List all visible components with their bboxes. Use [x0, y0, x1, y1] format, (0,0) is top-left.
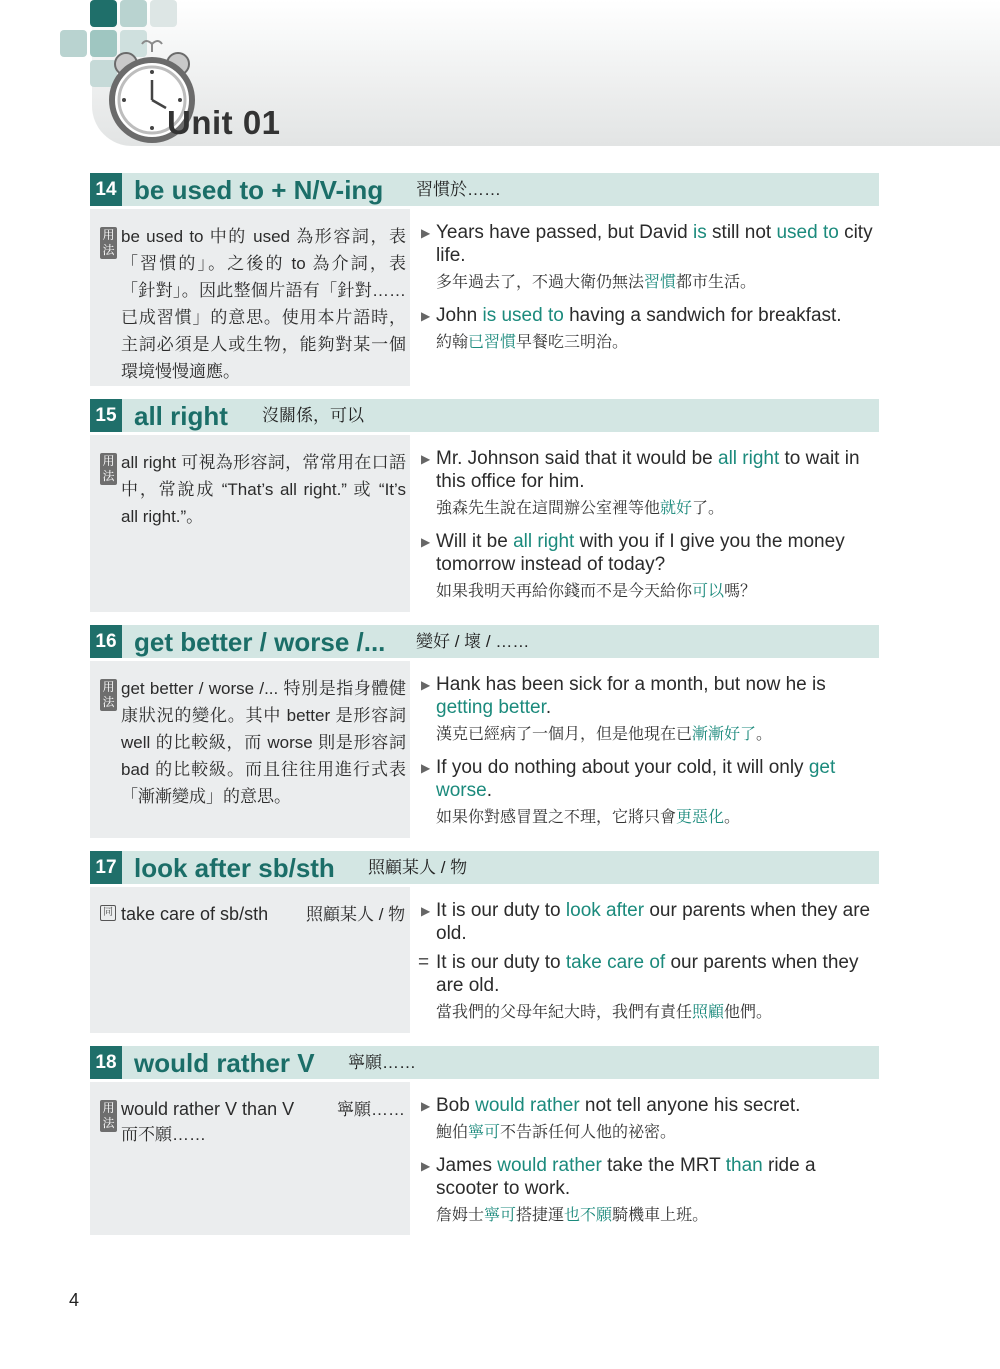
- entry-header: [90, 625, 879, 658]
- example: [418, 951, 876, 1024]
- usage-panel: [90, 209, 410, 386]
- page-number: 4: [69, 1290, 80, 1310]
- examples: [418, 899, 876, 1024]
- example-en: ▶ It is our duty to look after our parents when they are old.: [421, 900, 871, 944]
- equals-sign: =: [418, 952, 430, 973]
- entry-phrase: would rather V: [134, 1048, 315, 1078]
- entry-number: 18: [90, 1046, 122, 1079]
- example-zh: 詹姆士寧可搭捷運也不願騎機車上班。: [436, 1207, 709, 1224]
- usage-tag: 用法: [100, 227, 117, 259]
- entry-18: [90, 1046, 879, 1224]
- usage-text: all right 可視為形容詞，常常用在口語中，常說成 “That’s all right.” 或 “It’s all right.”。: [121, 453, 406, 526]
- entry-meaning: 變好 / 壞 / ……: [416, 632, 530, 651]
- entry-meaning: 寧願……: [348, 1053, 416, 1072]
- entry-header: [90, 399, 879, 432]
- example-zh: 當我們的父母年紀大時，我們有責任照顧他們。: [436, 1004, 773, 1021]
- example-zh: 多年過去了，不過大衛仍無法習慣都市生活。: [436, 274, 757, 291]
- example-zh: 如果你對感冒置之不理，它將只會更惡化。: [436, 809, 741, 826]
- entry-number: 14: [90, 173, 122, 206]
- synonym-phrase: take care of sb/sth: [121, 904, 269, 924]
- decor-square: [150, 0, 177, 27]
- example-en: ▶ Years have passed, but David is still not used to city life.: [421, 222, 873, 266]
- entry-number: 17: [90, 851, 122, 884]
- synonym-meaning: 照顧某人 / 物: [306, 905, 406, 924]
- bullet-icon: ▶: [421, 761, 431, 775]
- example-zh: 鮑伯寧可不告訴任何人他的祕密。: [436, 1124, 677, 1141]
- usage-panel: [90, 661, 410, 838]
- usage-tag: 用法: [100, 1100, 117, 1132]
- unit-title: Unit 01: [167, 104, 281, 141]
- example-en: = It is our duty to take care of our parents when they are old.: [418, 952, 859, 996]
- example: [421, 304, 876, 354]
- usage-tag: 用法: [100, 679, 117, 711]
- bullet-icon: ▶: [421, 309, 431, 323]
- example: [421, 756, 876, 829]
- entry-header: [90, 1046, 879, 1079]
- example-en: ▶ James would rather take the MRT than ride a scooter to work.: [421, 1155, 816, 1199]
- bullet-icon: ▶: [421, 1099, 431, 1113]
- example-zh: 約翰已習慣早餐吃三明治。: [436, 334, 629, 351]
- entry-15: [90, 399, 879, 600]
- example: [421, 1094, 876, 1144]
- decor-square: [90, 0, 117, 27]
- entry-header: [90, 851, 879, 884]
- usage-line: would rather V than V: [121, 1099, 295, 1119]
- examples: [421, 1094, 876, 1227]
- bullet-icon: ▶: [421, 1159, 431, 1173]
- example-zh: 漢克已經病了一個月，但是他現在已漸漸好了。: [436, 726, 773, 743]
- entry-14: [90, 173, 879, 381]
- synonym-icon: 同: [100, 905, 116, 921]
- example-zh: 如果我明天再給你錢而不是今天給你可以嗎？: [436, 583, 757, 600]
- bullet-icon: ▶: [421, 452, 431, 466]
- entry-meaning: 習慣於……: [416, 180, 501, 199]
- usage-meaning: 寧願……: [337, 1100, 405, 1119]
- usage-phrase: [121, 1096, 321, 1148]
- entry-header: [90, 173, 879, 206]
- entry-meaning: 照顧某人 / 物: [368, 858, 468, 877]
- example: [421, 673, 876, 746]
- usage-panel: [90, 435, 410, 612]
- entry-phrase: be used to + N/V-ing: [134, 175, 384, 205]
- example: [421, 221, 876, 294]
- entry-phrase: look after sb/sth: [134, 853, 335, 883]
- examples: [421, 447, 876, 603]
- example-en: ▶ Will it be all right with you if I give you the money tomorrow instead of today?: [421, 531, 845, 575]
- example: [421, 447, 876, 520]
- entry-number: 15: [90, 399, 122, 432]
- entry-phrase: all right: [134, 401, 228, 431]
- entry-phrase: get better / worse /...: [134, 627, 386, 657]
- bullet-icon: ▶: [421, 904, 431, 918]
- bullet-icon: ▶: [421, 678, 431, 692]
- example: [421, 1154, 876, 1227]
- usage-line: 而不願……: [121, 1125, 206, 1144]
- entry-meaning: 沒關係，可以: [262, 406, 364, 425]
- entry-17: [90, 851, 879, 1021]
- examples: [421, 221, 876, 354]
- example-en: ▶ Hank has been sick for a month, but now he is getting better.: [421, 674, 826, 718]
- example-zh: 強森先生說在這間辦公室裡等他就好了。: [436, 500, 725, 517]
- usage-panel: [90, 887, 410, 1033]
- examples: [421, 673, 876, 829]
- example-en: ▶ John is used to having a sandwich for breakfast.: [421, 305, 842, 326]
- usage-text: be used to 中的 used 為形容詞，表「習慣的」。之後的 to 為介詞，表「針對」。因此整個片語有「針對……已成習慣」的意思。使用本片語時，主詞必須是人或生物，能夠對某一個環境慢慢適應。: [121, 227, 406, 381]
- usage-panel: [90, 1082, 410, 1235]
- example: [421, 899, 876, 945]
- decor-square: [120, 0, 147, 27]
- entry-16: [90, 625, 879, 826]
- example-en: ▶ Mr. Johnson said that it would be all right to wait in this office for him.: [421, 448, 860, 492]
- entry-number: 16: [90, 625, 122, 658]
- example: [421, 530, 876, 603]
- example-en: ▶ Bob would rather not tell anyone his secret.: [421, 1095, 801, 1116]
- example-en: ▶ If you do nothing about your cold, it will only get worse.: [421, 757, 836, 801]
- decor-square: [60, 30, 87, 57]
- bullet-icon: ▶: [421, 226, 431, 240]
- usage-tag: 用法: [100, 453, 117, 485]
- bullet-icon: ▶: [421, 535, 431, 549]
- usage-text: get better / worse /... 特別是指身體健康狀況的變化。其中 better 是形容詞 well 的比較級，而 worse 則是形容詞 bad 的比較級。而且往往用進行式表「漸漸變成」的意思。: [121, 679, 406, 806]
